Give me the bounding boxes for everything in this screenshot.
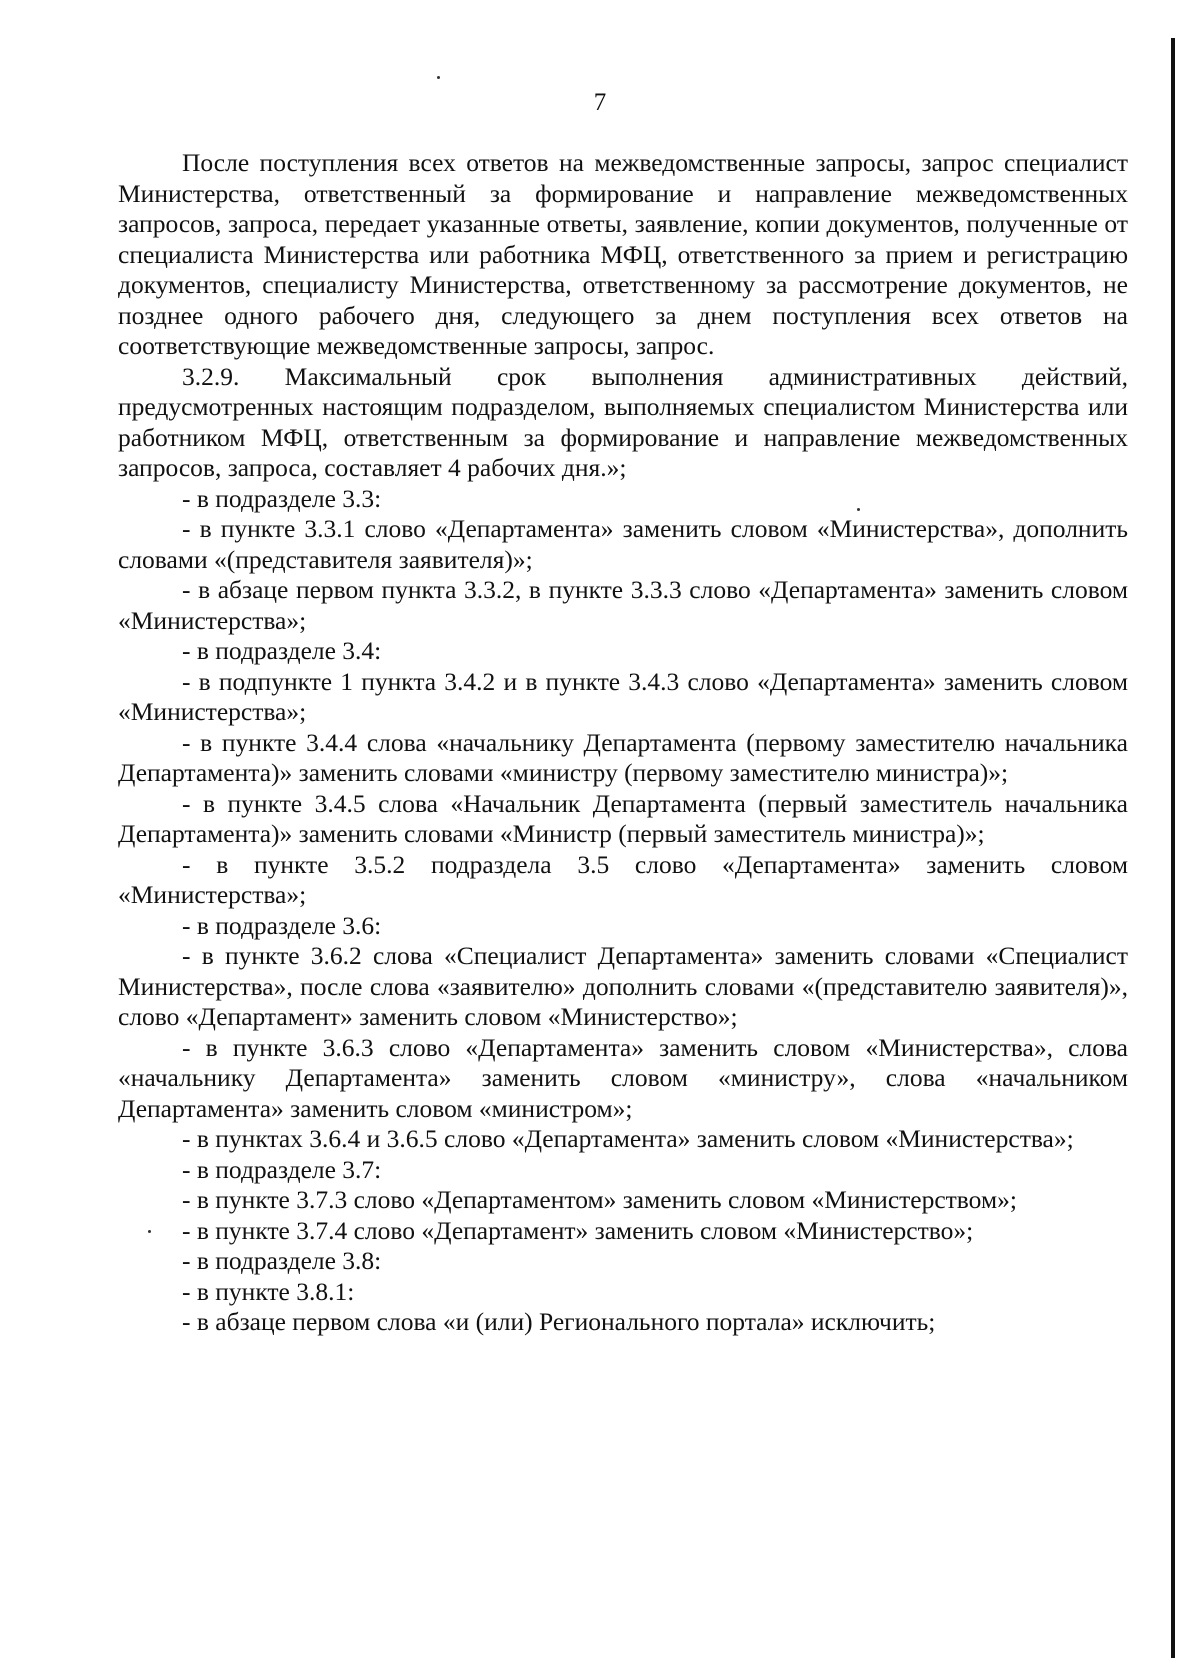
page-number: 7	[593, 89, 607, 116]
paragraph-item-3-3-2: - в абзаце первом пункта 3.3.2, в пункте 3.3.3 слово «Департамента» заменить словом «Министерства»;	[118, 575, 1128, 635]
paragraph-item-3-6-4: - в пунктах 3.6.4 и 3.6.5 слово «Департамента» заменить словом «Министерства»;	[182, 1124, 1074, 1153]
paragraph-first-abzac: - в абзаце первом слова «и (или) Регионального портала» исключить;	[182, 1307, 936, 1336]
paragraph-item-3-7-3: - в пункте 3.7.3 слово «Департаментом» заменить словом «Министерством»;	[182, 1185, 1017, 1214]
paragraph-subsection-3-7: - в подразделе 3.7:	[182, 1154, 382, 1184]
page-edge-rule	[1171, 38, 1175, 1658]
paragraph-subsection-3-4: - в подразделе 3.4:	[182, 636, 382, 665]
paragraph-item-3-4-5: - в пункте 3.4.5 слова «Начальник Департамента (первый заместитель начальника Департамента)» заменить словами «Министр (первый заместитель министра)»;	[118, 788, 1128, 848]
paragraph-item-3-7-4: - в пункте 3.7.4 слово «Департамент» заменить словом «Министерство»;	[182, 1215, 974, 1245]
paragraph-item-3-4-2: - в подпункте 1 пункта 3.4.2 и в пункте 3.4.3 слово «Департамента» заменить словом «Министерства»;	[118, 666, 1128, 726]
paragraph-interagency-responses: После поступления всех ответов на межведомственные запросы, запрос специалист Министерства, ответственный за формирование и направление межведомственных запросов, запроса, передает указанные ответы, заявление, копии документов, полученные от специалиста Министерства или работника МФЦ, ответственного за прием и регистрацию документов, специалисту Министерства, ответственному за рассмотрение документов, не позднее одного рабочего дня, следующего за днем поступления всех ответов на соответствующие межведомственные запросы, запрос.	[118, 148, 1128, 360]
paragraph-item-3-5-2: - в пункте 3.5.2 подраздела 3.5 слово «Департамента» заменить словом «Министерства»;	[118, 849, 1128, 909]
paragraph-subsection-3-6: - в подразделе 3.6:	[182, 910, 382, 940]
paragraph-3-2-9: 3.2.9. Максимальный срок выполнения административных действий, предусмотренных настоящим подразделом, выполняемых специалистом Министерства или работником МФЦ, ответственным за формирование и направление межведомственных запросов, запроса, составляет 4 рабочих дня.»;	[118, 361, 1128, 482]
paragraph-subsection-3-3: - в подразделе 3.3:	[182, 483, 382, 513]
paragraph-item-3-4-4: - в пункте 3.4.4 слова «начальнику Департамента (первому заместителю начальника Департамента)» заменить словами «министру (первому заместителю министра)»;	[118, 727, 1128, 787]
paragraph-item-3-3-1: - в пункте 3.3.1 слово «Департамента» заменить словом «Министерства», дополнить словами «(представителя заявителя)»;	[118, 514, 1128, 574]
document-body	[118, 148, 1128, 1338]
scan-speck	[437, 76, 440, 79]
paragraph-subsection-3-8: - в подразделе 3.8:	[182, 1246, 382, 1275]
paragraph-item-3-6-2: - в пункте 3.6.2 слова «Специалист Департамента» заменить словами «Специалист Министерства», после слова «заявителю» дополнить словами «(представителю заявителя)», слово «Департамент» заменить словом «Министерство»;	[118, 941, 1128, 1031]
paragraph-item-3-8-1: - в пункте 3.8.1:	[182, 1276, 355, 1306]
paragraph-item-3-6-3: - в пункте 3.6.3 слово «Департамента» заменить словом «Министерства», слова «начальнику Департамента» заменить словом «министру», слова «начальником Департамента» заменить словом «министром»;	[118, 1032, 1128, 1123]
